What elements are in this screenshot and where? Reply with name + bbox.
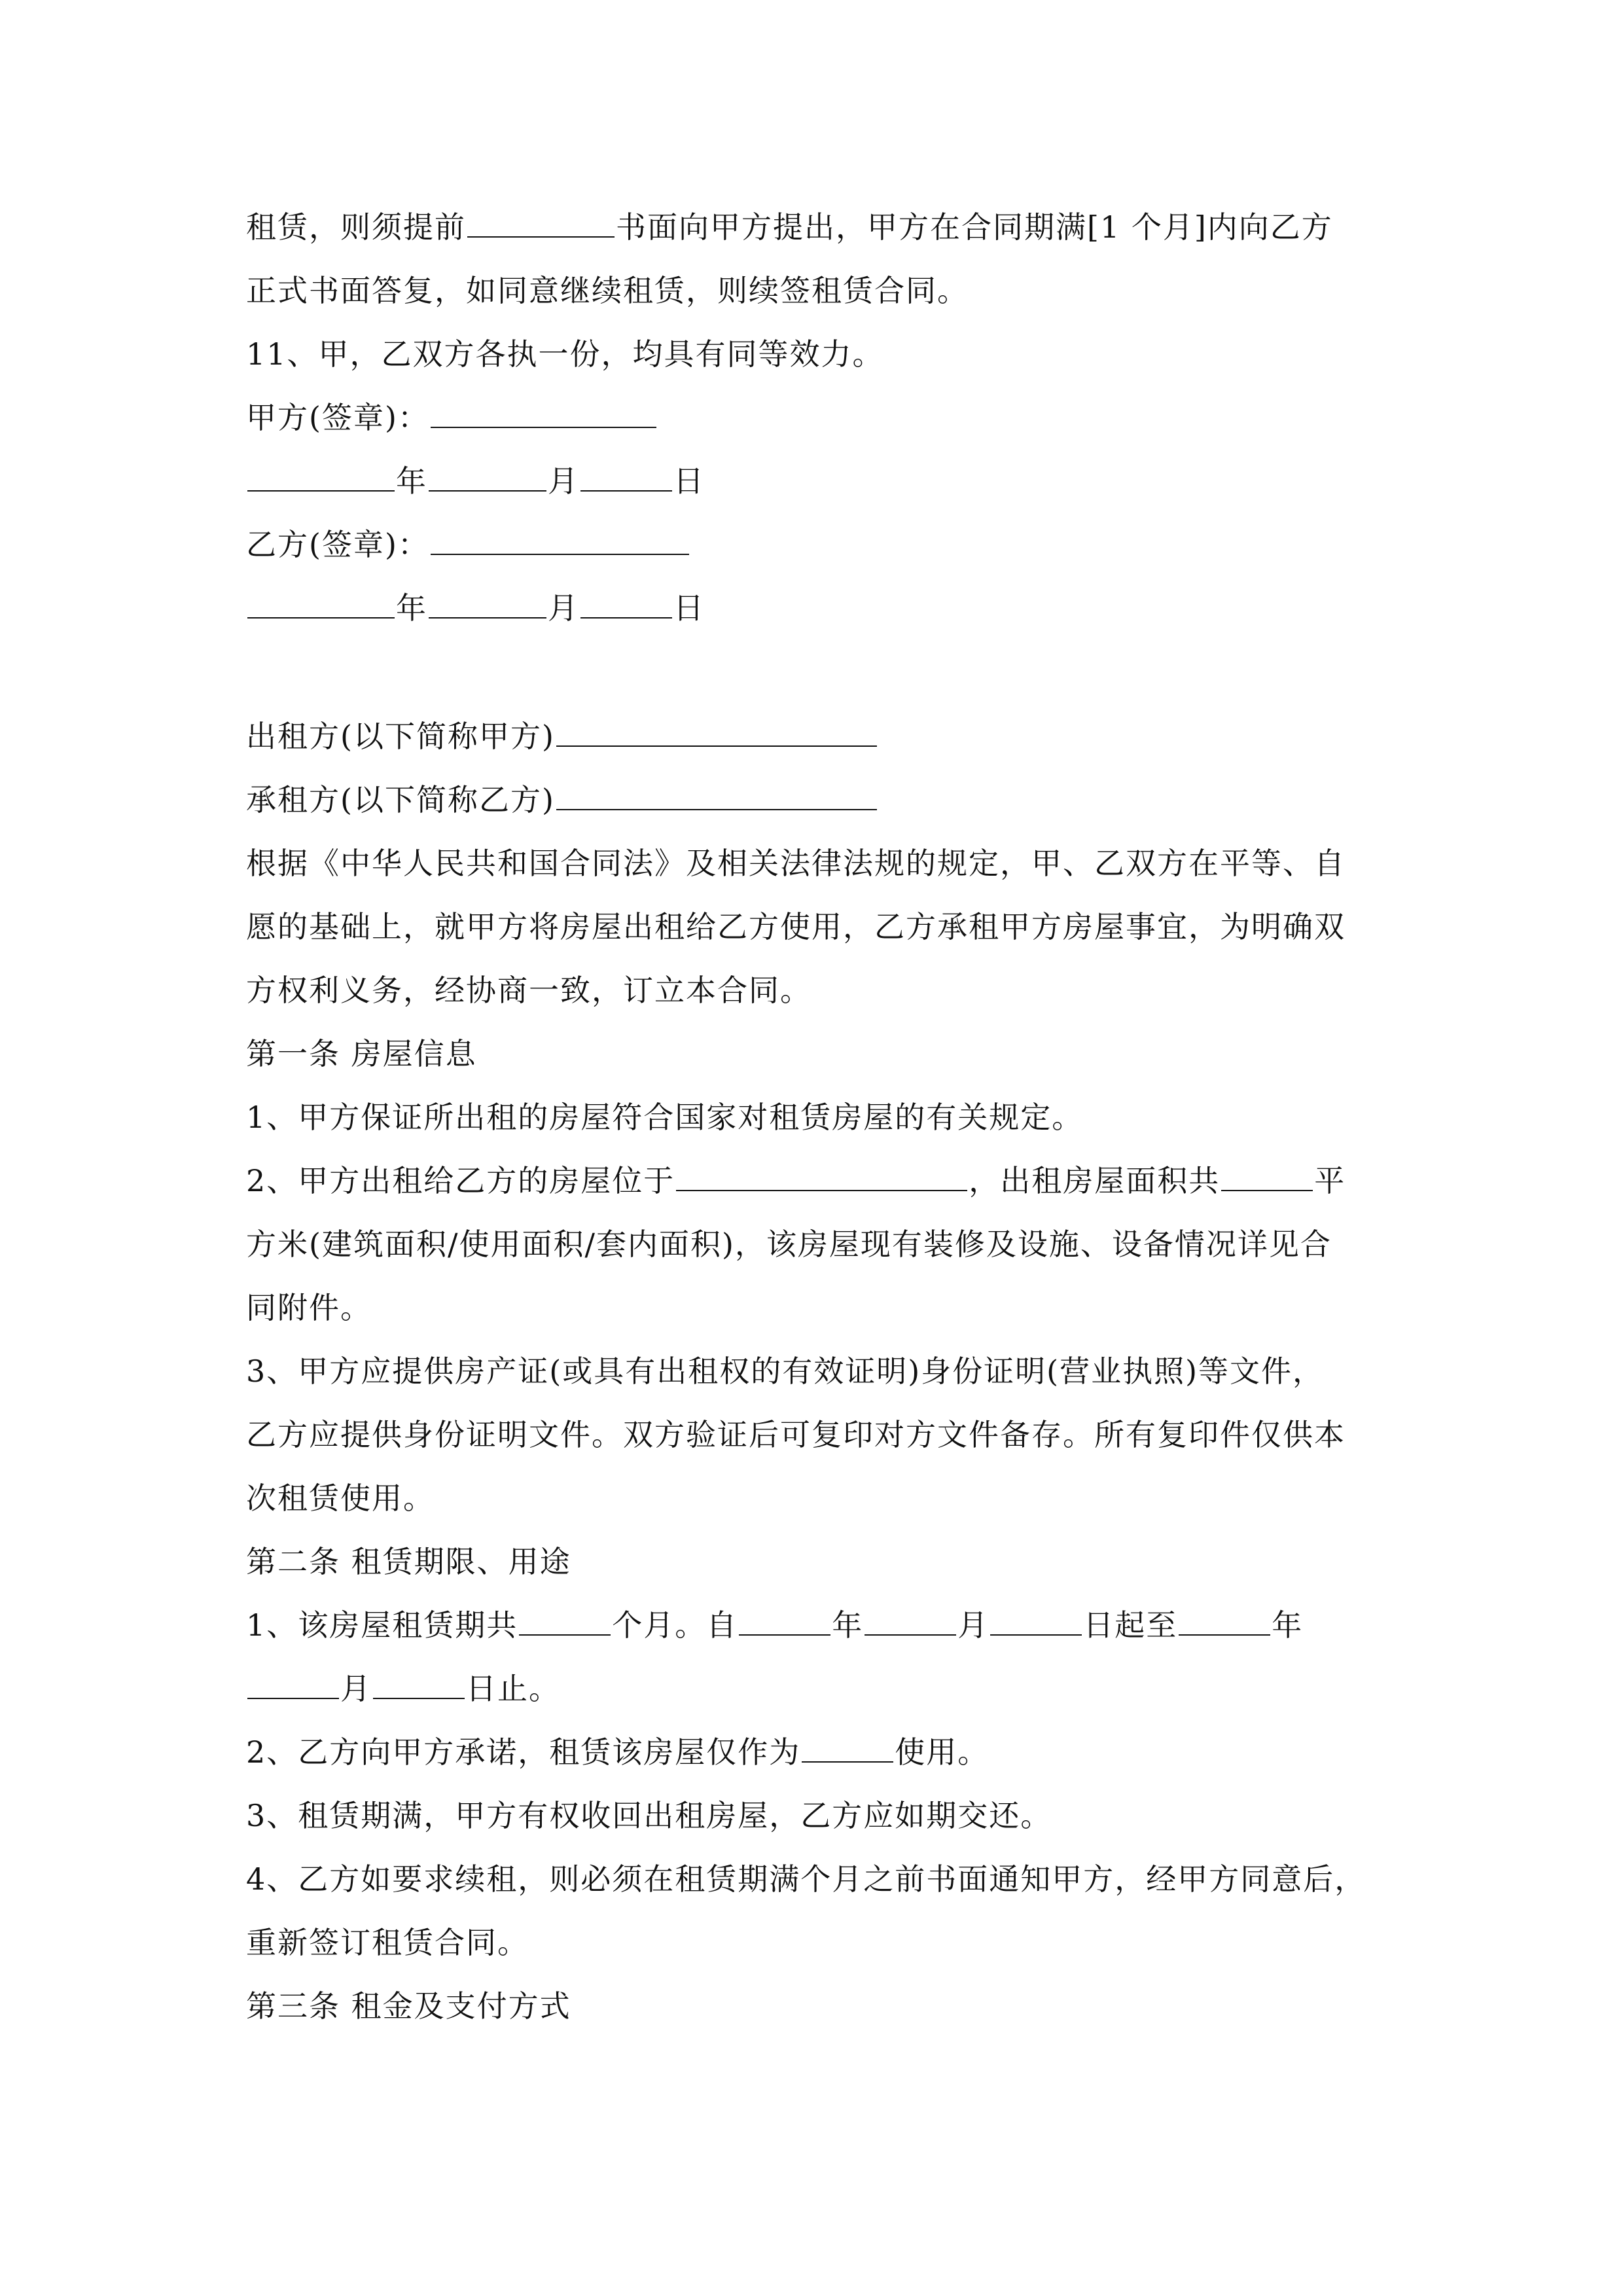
- text: 年: [1272, 1607, 1304, 1643]
- article1-item1: 1、甲方保证所出租的房屋符合国家对租赁房屋的有关规定。: [246, 1100, 1084, 1135]
- clause11: 11、甲，乙双方各执一份，均具有同等效力。: [246, 336, 884, 372]
- clause10-line2: 正式书面答复，如同意继续租赁，则续签租赁合同。: [246, 273, 969, 308]
- text: 书面向甲方提出，甲方在合同期满[1 个月]内向乙方: [616, 209, 1333, 245]
- text: 个月。自: [612, 1607, 738, 1643]
- text: 1、该房屋租赁期共: [246, 1607, 518, 1643]
- party-a-signature-line: [246, 398, 658, 437]
- area-blank: [1221, 1161, 1313, 1191]
- year-label: 年: [396, 590, 427, 626]
- blank-field: [467, 207, 615, 238]
- months-blank: [519, 1605, 611, 1636]
- lessee-blank: [556, 780, 877, 810]
- article2-item3: 3、租赁期满，甲方有权收回出租房屋，乙方应如期交还。: [246, 1798, 1052, 1833]
- article1-item2-line1: [246, 1161, 1346, 1200]
- party-a-date-line: [246, 461, 705, 501]
- month-label: 月: [548, 590, 579, 626]
- article2-item1-line1: [246, 1605, 1303, 1645]
- text: 日起至: [1083, 1607, 1178, 1643]
- lessee-label: 承租方(以下简称乙方): [246, 782, 555, 817]
- article2-title: 第二条 租赁期限、用途: [246, 1544, 571, 1579]
- party-a-signature-blank: [431, 398, 656, 428]
- text: 月: [340, 1671, 372, 1706]
- article2-item4-line2: 重新签订租赁合同。: [246, 1925, 529, 1960]
- article3-title: 第三条 租金及支付方式: [246, 1988, 571, 2024]
- preamble-line3: 方权利义务，经协商一致，订立本合同。: [246, 973, 812, 1008]
- day-label: 日: [673, 463, 705, 499]
- year-label: 年: [396, 463, 427, 499]
- end-day-blank: [373, 1669, 465, 1699]
- start-day-blank: [990, 1605, 1082, 1636]
- article1-item2-line2: 方米(建筑面积/使用面积/套内面积)，该房屋现有装修及设施、设备情况详见合: [246, 1227, 1332, 1262]
- text: 年: [832, 1607, 864, 1643]
- text: 使用。: [895, 1734, 990, 1770]
- article1-item3-line1: 3、甲方应提供房产证(或具有出租权的有效证明)身份证明(营业执照)等文件，: [246, 1354, 1325, 1389]
- party-b-date-line: [246, 588, 705, 628]
- text: 2、乙方向甲方承诺，租赁该房屋仅作为: [246, 1734, 801, 1770]
- text: ，出租房屋面积共: [969, 1163, 1221, 1198]
- article2-item1-line2: [246, 1669, 560, 1708]
- day-blank: [580, 461, 672, 492]
- lessee-line: [246, 780, 878, 819]
- text: 月: [957, 1607, 990, 1643]
- article1-item3-line2: 乙方应提供身份证明文件。双方验证后可复印对方文件备存。所有复印件仅供本: [246, 1417, 1346, 1452]
- end-month-blank: [247, 1669, 339, 1699]
- preamble-line1: 根据《中华人民共和国合同法》及相关法律法规的规定，甲、乙双方在平等、自: [246, 846, 1346, 881]
- month-blank: [429, 461, 546, 492]
- end-year-blank: [1179, 1605, 1270, 1636]
- day-label: 日: [673, 590, 705, 626]
- text: 平: [1314, 1163, 1346, 1198]
- lessor-line: [246, 717, 878, 756]
- article2-item4-line1: 4、乙方如要求续租，则必须在租赁期满个月之前书面通知甲方，经甲方同意后，: [246, 1861, 1366, 1897]
- article1-item2-line3: 同附件。: [246, 1290, 372, 1325]
- clause10-line1: [246, 207, 1333, 247]
- usage-blank: [802, 1732, 893, 1763]
- start-year-blank: [739, 1605, 830, 1636]
- party-a-label: 甲方(签章)：: [246, 400, 429, 435]
- month-label: 月: [548, 463, 579, 499]
- article1-title: 第一条 房屋信息: [246, 1036, 477, 1071]
- month-blank: [429, 588, 546, 619]
- party-b-label: 乙方(签章)：: [246, 527, 429, 562]
- article2-item2: [246, 1732, 989, 1772]
- start-month-blank: [865, 1605, 956, 1636]
- lessor-label: 出租方(以下简称甲方): [246, 719, 555, 754]
- text: 日止。: [466, 1671, 560, 1706]
- lessor-blank: [556, 717, 877, 747]
- day-blank: [580, 588, 672, 619]
- text: 2、甲方出租给乙方的房屋位于: [246, 1163, 675, 1198]
- year-blank: [247, 588, 395, 619]
- preamble-line2: 愿的基础上，就甲方将房屋出租给乙方使用，乙方承租甲方房屋事宜，为明确双: [246, 909, 1346, 944]
- text: 租赁，则须提前: [246, 209, 466, 245]
- party-b-signature-blank: [431, 525, 689, 555]
- article1-item3-line3: 次租赁使用。: [246, 1480, 435, 1516]
- address-blank: [676, 1161, 967, 1191]
- party-b-signature-line: [246, 525, 690, 564]
- year-blank: [247, 461, 395, 492]
